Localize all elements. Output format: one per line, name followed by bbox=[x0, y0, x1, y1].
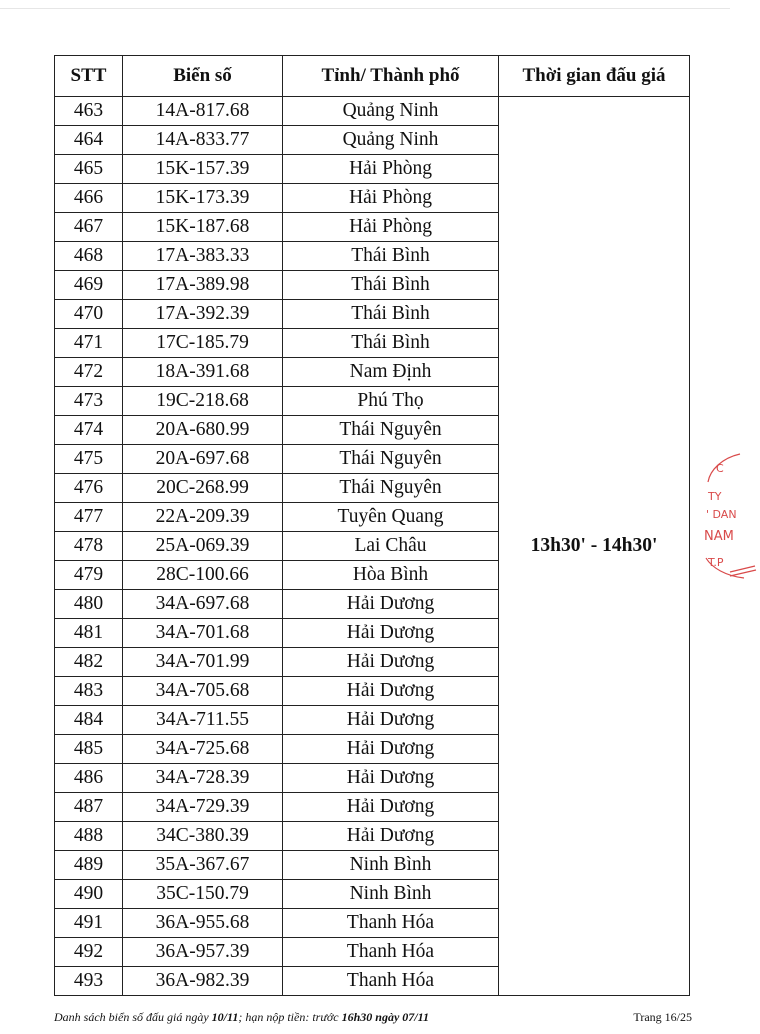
row-province: Thái Bình bbox=[283, 242, 499, 271]
header-stt: STT bbox=[55, 56, 123, 97]
row-plate: 28C-100.66 bbox=[123, 561, 283, 590]
row-stt: 471 bbox=[55, 329, 123, 358]
row-province: Thái Bình bbox=[283, 329, 499, 358]
row-plate: 15K-187.68 bbox=[123, 213, 283, 242]
page-number: Trang 16/25 bbox=[633, 1010, 692, 1024]
row-plate: 17A-392.39 bbox=[123, 300, 283, 329]
row-province: Lai Châu bbox=[283, 532, 499, 561]
row-province: Thanh Hóa bbox=[283, 967, 499, 996]
row-province: Hải Dương bbox=[283, 648, 499, 677]
row-stt: 488 bbox=[55, 822, 123, 851]
row-plate: 17C-185.79 bbox=[123, 329, 283, 358]
row-plate: 15K-173.39 bbox=[123, 184, 283, 213]
stamp-text-fragment: NAM bbox=[704, 529, 734, 544]
row-province: Hải Dương bbox=[283, 590, 499, 619]
row-province: Ninh Bình bbox=[283, 880, 499, 909]
row-plate: 17A-389.98 bbox=[123, 271, 283, 300]
row-stt: 483 bbox=[55, 677, 123, 706]
row-stt: 477 bbox=[55, 503, 123, 532]
footer-note-date: 10/11 bbox=[211, 1010, 239, 1024]
row-stt: 485 bbox=[55, 735, 123, 764]
row-province: Phú Thọ bbox=[283, 387, 499, 416]
row-plate: 34A-697.68 bbox=[123, 590, 283, 619]
stamp-text-fragment: TY bbox=[708, 490, 722, 503]
stamp-text-fragment: ' DAN bbox=[706, 508, 737, 521]
row-province: Thanh Hóa bbox=[283, 909, 499, 938]
row-stt: 472 bbox=[55, 358, 123, 387]
row-plate: 36A-957.39 bbox=[123, 938, 283, 967]
row-plate: 35C-150.79 bbox=[123, 880, 283, 909]
row-stt: 468 bbox=[55, 242, 123, 271]
row-province: Hải Dương bbox=[283, 822, 499, 851]
row-province: Hải Dương bbox=[283, 619, 499, 648]
row-stt: 492 bbox=[55, 938, 123, 967]
row-plate: 20A-697.68 bbox=[123, 445, 283, 474]
row-plate: 34A-711.55 bbox=[123, 706, 283, 735]
row-stt: 475 bbox=[55, 445, 123, 474]
row-province: Thái Bình bbox=[283, 271, 499, 300]
row-stt: 473 bbox=[55, 387, 123, 416]
footer-note-prefix: Danh sách biển số đấu giá ngày bbox=[54, 1010, 212, 1024]
row-plate: 18A-391.68 bbox=[123, 358, 283, 387]
row-province: Nam Định bbox=[283, 358, 499, 387]
row-province: Thanh Hóa bbox=[283, 938, 499, 967]
row-plate: 34A-729.39 bbox=[123, 793, 283, 822]
row-province: Hòa Bình bbox=[283, 561, 499, 590]
row-plate: 14A-817.68 bbox=[123, 97, 283, 126]
row-plate: 34A-725.68 bbox=[123, 735, 283, 764]
row-stt: 480 bbox=[55, 590, 123, 619]
row-stt: 478 bbox=[55, 532, 123, 561]
row-stt: 493 bbox=[55, 967, 123, 996]
row-plate: 34C-380.39 bbox=[123, 822, 283, 851]
row-province: Thái Bình bbox=[283, 300, 499, 329]
row-plate: 35A-367.67 bbox=[123, 851, 283, 880]
row-plate: 34A-705.68 bbox=[123, 677, 283, 706]
row-province: Quảng Ninh bbox=[283, 97, 499, 126]
row-stt: 467 bbox=[55, 213, 123, 242]
row-stt: 470 bbox=[55, 300, 123, 329]
row-plate: 34A-728.39 bbox=[123, 764, 283, 793]
row-stt: 476 bbox=[55, 474, 123, 503]
row-stt: 479 bbox=[55, 561, 123, 590]
row-stt: 464 bbox=[55, 126, 123, 155]
row-plate: 25A-069.39 bbox=[123, 532, 283, 561]
row-province: Tuyên Quang bbox=[283, 503, 499, 532]
row-plate: 15K-157.39 bbox=[123, 155, 283, 184]
row-plate: 19C-218.68 bbox=[123, 387, 283, 416]
table-row bbox=[55, 97, 690, 126]
row-province: Ninh Bình bbox=[283, 851, 499, 880]
row-province: Hải Phòng bbox=[283, 213, 499, 242]
row-stt: 481 bbox=[55, 619, 123, 648]
row-province: Hải Phòng bbox=[283, 184, 499, 213]
auction-table bbox=[54, 55, 690, 996]
auction-time-value: 13h30' - 14h30' bbox=[499, 97, 690, 996]
table-header-row bbox=[55, 56, 690, 97]
row-plate: 17A-383.33 bbox=[123, 242, 283, 271]
footer-note-middle: ; hạn nộp tiền: trước bbox=[238, 1010, 342, 1024]
row-stt: 469 bbox=[55, 271, 123, 300]
page-top-edge bbox=[0, 8, 730, 9]
stamp-fragment-c: C bbox=[716, 462, 724, 475]
row-plate: 22A-209.39 bbox=[123, 503, 283, 532]
row-province: Thái Nguyên bbox=[283, 474, 499, 503]
header-auction-time: Thời gian đấu giá bbox=[499, 56, 690, 97]
row-province: Thái Nguyên bbox=[283, 416, 499, 445]
row-stt: 484 bbox=[55, 706, 123, 735]
row-stt: 489 bbox=[55, 851, 123, 880]
header-province: Tỉnh/ Thành phố bbox=[283, 56, 499, 97]
footer-note-deadline: 16h30 ngày 07/11 bbox=[341, 1010, 429, 1024]
row-plate: 14A-833.77 bbox=[123, 126, 283, 155]
row-plate: 20C-268.99 bbox=[123, 474, 283, 503]
row-stt: 491 bbox=[55, 909, 123, 938]
row-plate: 34A-701.99 bbox=[123, 648, 283, 677]
row-stt: 490 bbox=[55, 880, 123, 909]
row-stt: 466 bbox=[55, 184, 123, 213]
row-stt: 486 bbox=[55, 764, 123, 793]
table-body bbox=[55, 97, 690, 996]
row-plate: 34A-701.68 bbox=[123, 619, 283, 648]
row-stt: 487 bbox=[55, 793, 123, 822]
row-stt: 463 bbox=[55, 97, 123, 126]
row-stt: 482 bbox=[55, 648, 123, 677]
row-province: Hải Dương bbox=[283, 764, 499, 793]
row-plate: 20A-680.99 bbox=[123, 416, 283, 445]
footer-note bbox=[54, 1010, 694, 1025]
stamp-text-fragment: T.P bbox=[708, 556, 724, 569]
row-province: Hải Dương bbox=[283, 706, 499, 735]
row-stt: 465 bbox=[55, 155, 123, 184]
row-province: Hải Dương bbox=[283, 793, 499, 822]
row-province: Quảng Ninh bbox=[283, 126, 499, 155]
header-plate: Biển số bbox=[123, 56, 283, 97]
row-plate: 36A-955.68 bbox=[123, 909, 283, 938]
row-province: Hải Phòng bbox=[283, 155, 499, 184]
row-stt: 474 bbox=[55, 416, 123, 445]
row-province: Hải Dương bbox=[283, 735, 499, 764]
row-province: Hải Dương bbox=[283, 677, 499, 706]
row-province: Thái Nguyên bbox=[283, 445, 499, 474]
company-seal-stamp bbox=[700, 448, 760, 588]
row-plate: 36A-982.39 bbox=[123, 967, 283, 996]
